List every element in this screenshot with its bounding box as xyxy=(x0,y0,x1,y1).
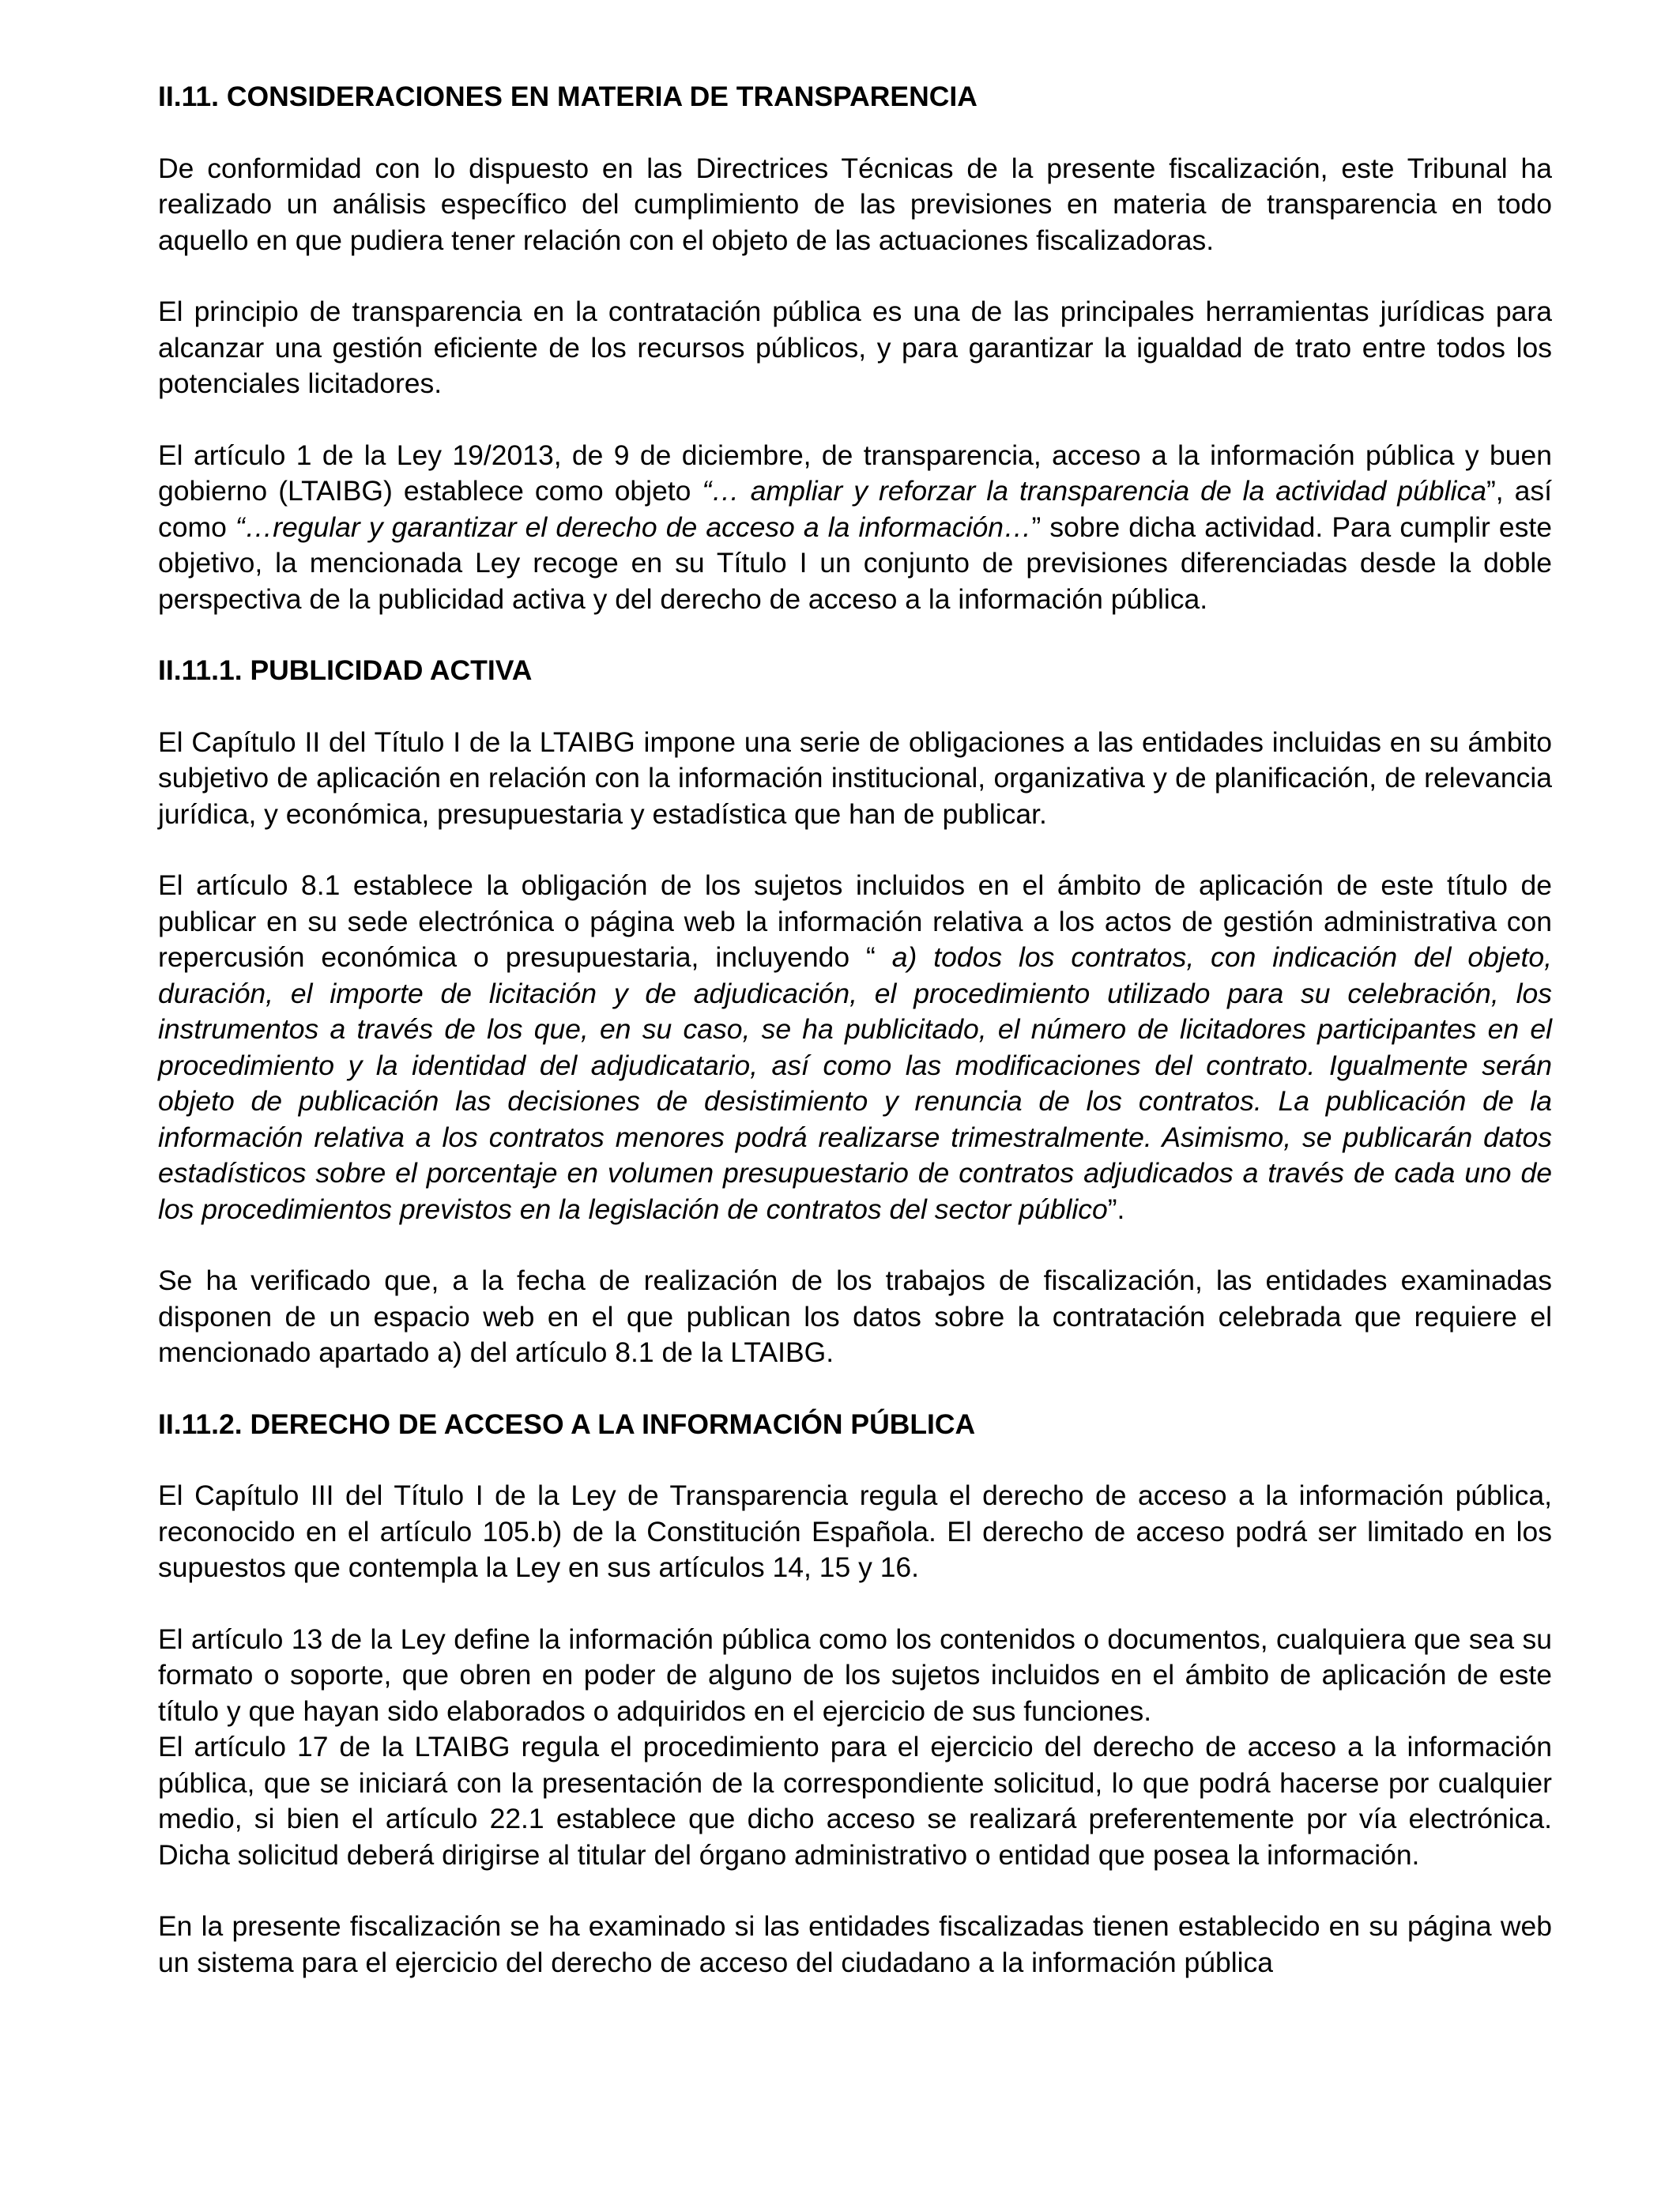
text-run: ”, así como xyxy=(158,475,1553,543)
subsection-title-derecho-acceso: II.11.2. DERECHO DE ACCESO A LA INFORMACIÓN PÚBLICA xyxy=(158,1408,976,1440)
subsection-title-publicidad: II.11.1. PUBLICIDAD ACTIVA xyxy=(158,654,533,686)
text-run: ” sobre dicha actividad. Para cumplir este objetivo, la mencionada Ley recoge en su Título I un conjunto de previsiones diferenciadas desde la doble perspectiva de la publicidad activa y del derecho de acceso a la información pública. xyxy=(158,511,1552,615)
text-run: El artículo 8.1 establece la obligación de los sujetos incluidos en el ámbito de aplicación de este título de publicar en su sede electrónica o página web la información relativa a los actos de gestión administrativa con repercusión económica o presupuestaria, incluyendo “ xyxy=(158,869,1552,973)
quote-run: “… ampliar y reforzar la transparencia de la actividad pública xyxy=(702,475,1486,507)
publicidad-paragraph-3: Se ha verificado que, a la fecha de realización de los trabajos de fiscalización, las entidades examinadas disponen de un espacio web en el que publican los datos sobre la contratación celebrada que requiere el mencionado apartado a) del artículo 8.1 de la LTAIBG. xyxy=(158,1265,1552,1368)
section-paragraph-3 xyxy=(158,438,1552,618)
publicidad-paragraph-2 xyxy=(158,868,1552,1227)
derecho-paragraph-2: El artículo 13 de la Ley define la información pública como los contenidos o documentos, cualquiera que sea su formato o soporte, que obren en poder de alguno de los sujetos incluidos en el ámbito de aplicación de este título y que hayan sido elaborados o adquiridos en el ejercicio de sus funciones. xyxy=(158,1623,1552,1727)
derecho-paragraph-3: El artículo 17 de la LTAIBG regula el procedimiento para el ejercicio del derecho de acceso a la información pública, que se iniciará con la presentación de la correspondiente solicitud, lo que podrá hacerse por cualquier medio, si bien el artículo 22.1 establece que dicho acceso se realizará preferentemente por vía electrónica. Dicha solicitud deberá dirigirse al titular del órgano administrativo o entidad que posea la información. xyxy=(158,1731,1552,1871)
text-run: ”. xyxy=(1107,1193,1125,1225)
quote-run: “…regular y garantizar el derecho de acceso a la información… xyxy=(235,511,1032,543)
publicidad-paragraph-1: El Capítulo II del Título I de la LTAIBG impone una serie de obligaciones a las entidades incluidas en su ámbito subjetivo de aplicación en relación con la información institucional, organizativa y de planificación, de relevancia jurídica, y económica, presupuestaria y estadística que han de publicar. xyxy=(158,726,1552,830)
section-paragraph-1: De conformidad con lo dispuesto en las Directrices Técnicas de la presente fiscalización, este Tribunal ha realizado un análisis específico del cumplimiento de las previsiones en materia de transparencia en todo aquello en que pudiera tener relación con el objeto de las actuaciones fiscalizadoras. xyxy=(158,152,1552,256)
document-page xyxy=(158,79,1552,1981)
text-run: El artículo 1 de la Ley 19/2013, de 9 de diciembre, de transparencia, acceso a la información pública y buen gobierno (LTAIBG) establece como objeto xyxy=(158,439,1552,507)
derecho-paragraph-1: El Capítulo III del Título I de la Ley de Transparencia regula el derecho de acceso a la información pública, reconocido en el artículo 105.b) de la Constitución Española. El derecho de acceso podrá ser limitado en los supuestos que contempla la Ley en sus artículos 14, 15 y 16. xyxy=(158,1480,1552,1583)
section-paragraph-2: El principio de transparencia en la contratación pública es una de las principales herramientas jurídicas para alcanzar una gestión eficiente de los recursos públicos, y para garantizar la igualdad de trato entre todos los potenciales licitadores. xyxy=(158,296,1552,399)
quote-run: a) todos los contratos, con indicación del objeto, duración, el importe de licitación y de adjudicación, el procedimiento utilizado para su celebración, los instrumentos a través de los que, en su caso, se ha publicitado, el número de licitadores participantes en el procedimiento y la identidad del adjudicatario, así como las modificaciones del contrato. Igualmente serán objeto de publicación las decisiones de desistimiento y renuncia de los contratos. La publicación de la información relativa a los contratos menores podrá realizarse trimestralmente. Asimismo, se publicarán datos estadísticos sobre el porcentaje en volumen presupuestario de contratos adjudicados a través de cada uno de los procedimientos previstos en la legislación de contratos del sector público xyxy=(158,941,1552,1225)
derecho-paragraph-4: En la presente fiscalización se ha examinado si las entidades fiscalizadas tienen establecido en su página web un sistema para el ejercicio del derecho de acceso del ciudadano a la información pública xyxy=(158,1910,1552,1978)
section-title: II.11. CONSIDERACIONES EN MATERIA DE TRANSPARENCIA xyxy=(158,81,977,112)
